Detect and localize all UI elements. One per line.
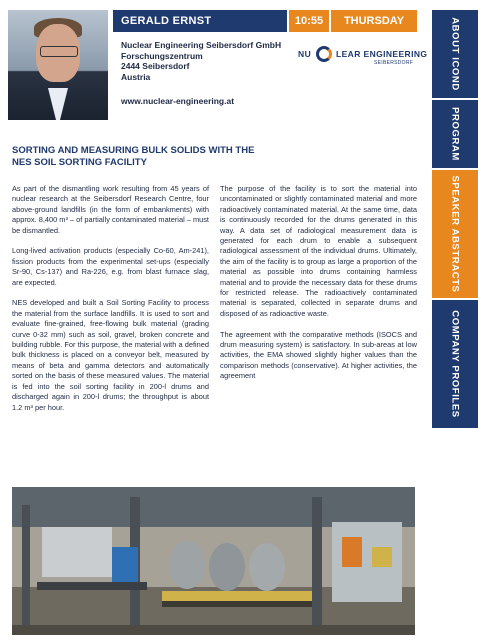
article-column-left [12,184,209,423]
article-title: SORTING AND MEASURING BULK SOLIDS WITH THE NES SOIL SORTING FACILITY [12,145,255,168]
org-line-company: Nuclear Engineering Seibersdorf GmbH [121,40,282,50]
speaker-name: GERALD ERNST [113,10,287,32]
logo-text-right: LEAR ENGINEERING [336,49,428,59]
org-line-center: Forschungszentrum [121,50,203,61]
logo-subtext: SEIBERSDORF [374,60,414,66]
header-bar [113,10,417,32]
speaker-organization [121,40,281,82]
org-line-country: Austria [121,71,151,82]
tab-program[interactable]: PROGRAM [432,100,478,168]
company-logo [298,44,428,72]
paragraph: NES developed and built a Soil Sorting Facility to process the material from the surface landfills. It is used to sort and evaluate fine-grained, free-flowing bulk material (grading curve 0-32 mm) such as soil, gravel, broken concrete and building rubble. For this purpose, the material with a defined bulk thickness is placed on a conveyor belt, measured by means of beta and gamma detectors and automatically sorted on the basis of these measured values. The material is fed into the soil sorting facility in 200-l drums and discharged again in 200-l drums; the throughput is about 1.2 m³ per hour. [12,298,209,412]
session-time: 10:55 [289,10,329,32]
paragraph: The purpose of the facility is to sort the material into uncontaminated or slightly contaminated material and more radioactively contaminated material. At the same time, data is continuously recorded for the drums generated in this way. A data set of radiological measurement data is generated for each drum to enable a subsequent radiological assessment of the individual drums. Ultimately, the aim of the facility is to group as large a proportion of the material as possible into drums containing harmless material and to provide the necessary data for these drums for restricted release. The radioactively contaminated material is separated, collected in separate drums and disposed of as radioactive waste. [220,184,417,318]
tab-company-profiles[interactable]: COMPANY PROFILES [432,300,478,428]
paragraph: As part of the dismantling work resulting from 45 years of nuclear research at the Seibersdorf Research Centre, four above-ground landfills (in the form of embankments) with approx. 8,400 m³ – of partially contaminated material – must be dismantled. [12,184,209,235]
logo-ring-icon [316,46,332,62]
facility-photo [12,487,415,635]
paragraph: Long-lived activation products (especially Co-60, Am-241), fission products from the experimental set-ups (especially Sr-90, Cs-137) and Ra-226, e.g. from blast furnace slag, are expected. [12,246,209,287]
company-url[interactable]: www.nuclear-engineering.at [121,96,235,106]
org-line-city: 2444 Seibersdorf [121,61,190,71]
tab-speaker-abstracts[interactable]: SPEAKER ABSTRACTS [432,170,478,298]
session-day: THURSDAY [331,10,417,32]
logo-text-left: NU [298,49,312,59]
tab-about-icond[interactable]: ABOUT ICOND [432,10,478,98]
article-column-right [220,184,417,392]
paragraph: The agreement with the comparative methods (ISOCS and drum measuring system) is satisfactory. In sub-areas at low activities, the EMA showed slightly higher values than the comparison methods (conservative). At higher activities, the agreement [220,329,417,381]
speaker-photo [8,10,108,120]
